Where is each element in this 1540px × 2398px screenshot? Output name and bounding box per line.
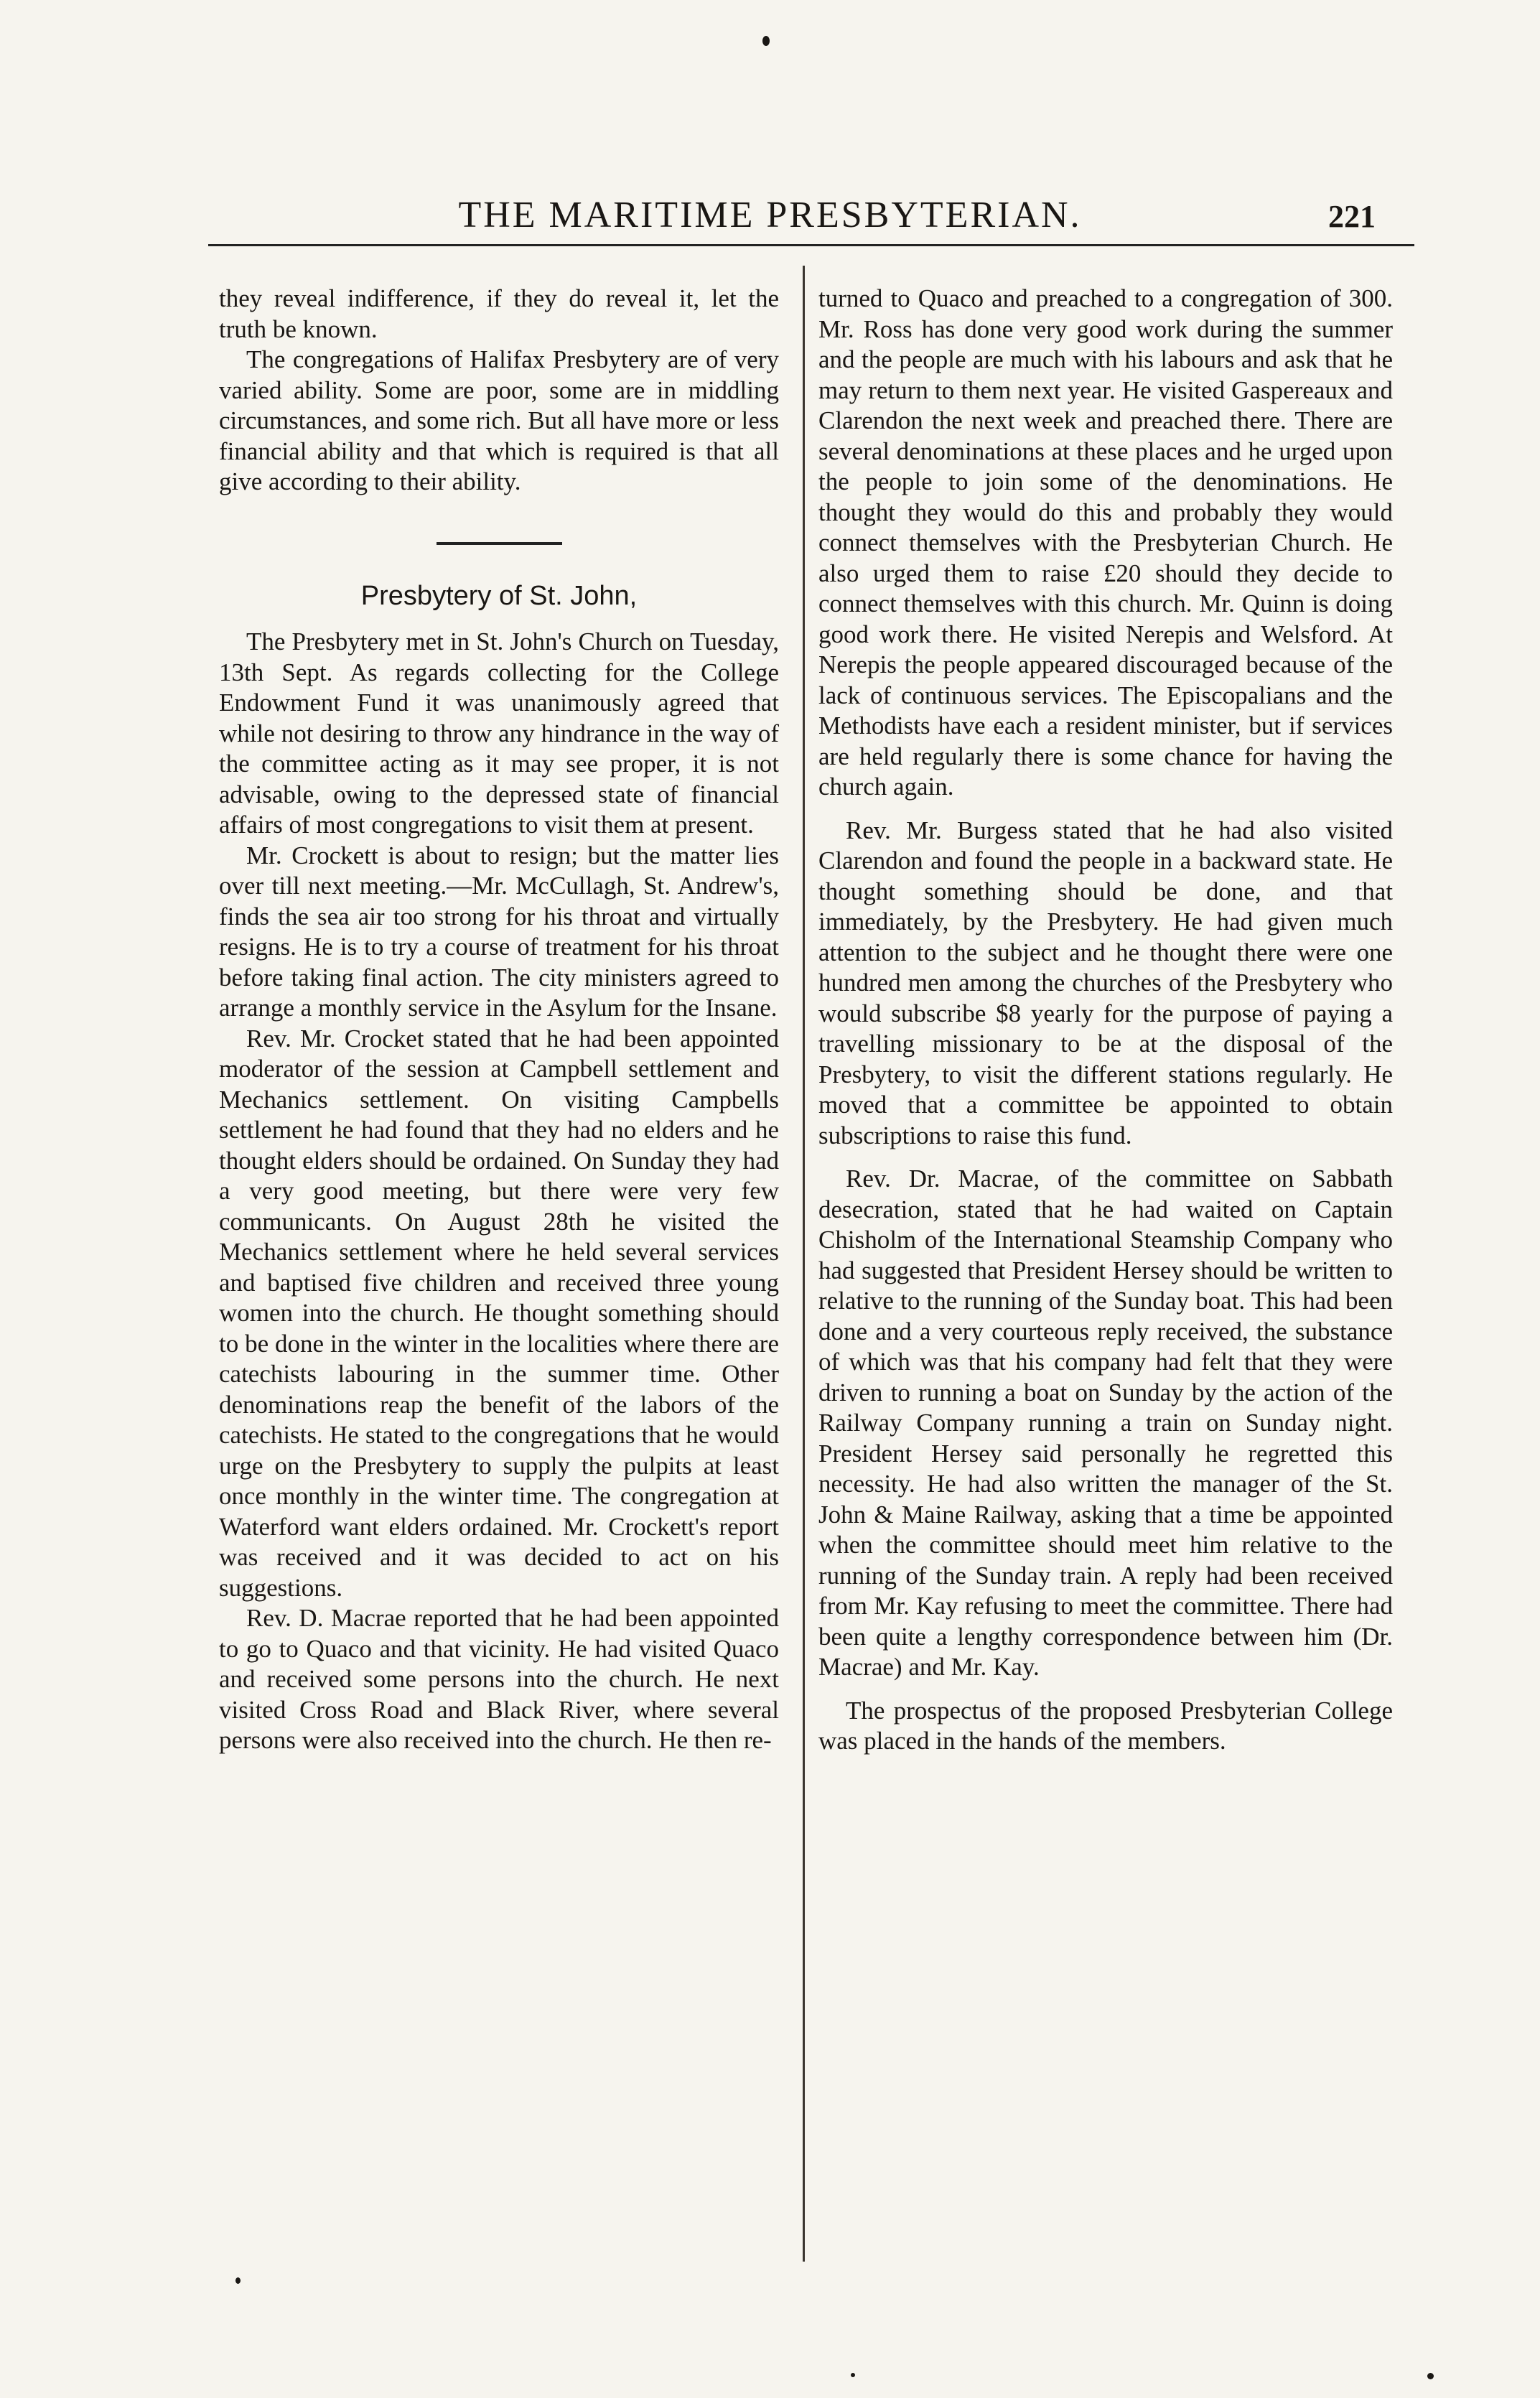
paragraph: Rev. Mr. Crocket stated that he had been appointed moderator of the session at Campbell settlement and Mechanics settlement. On visiting Campbells settlement he had found that they had no elders and he thought elders should be ordained. On Sunday they had a very good meeting, but there were very few communicants. On August 28th he visited the Mechanics settlement where he held several services and baptised five children and received three young women into the church. He thought something should to be done in the winter in the localities where there are catechists labouring in the summer time. Other denominations reap the benefit of the labors of the catechists. He stated to the congregations that he would urge on the Presbytery to supply the pulpits at least once monthly in the winter time. The congregation at Waterford want elders ordained. Mr. Crockett's report was received and it was decided to act on his suggestions.	[219, 1024, 779, 1602]
paragraph: Mr. Crockett is about to resign; but the matter lies over till next meeting.—Mr. McCullagh, St. Andrew's, finds the sea air too strong for his throat and virtually resigns. He is to try a course of treatment for his throat before taking final action. The city ministers agreed to arrange a monthly service in the Asylum for the Insane.	[219, 841, 779, 1022]
ink-speck	[1427, 2373, 1434, 2379]
paragraph: The prospectus of the proposed Presbyterian College was placed in the hands of the members.	[818, 1696, 1393, 1755]
ink-speck	[762, 36, 770, 46]
page-number: 221	[1328, 199, 1376, 234]
paragraph: turned to Quaco and preached to a congregation of 300. Mr. Ross has done very good work during the summer and the people are much with his labours and ask that he may return to them next year. He visited Gaspereaux and Clarendon the next week and preached there. There are several denominations at these places and he urged upon the people to join some of the denominations. He thought they would do this and probably they would connect themselves with the Presbyterian Church. He also urged them to raise £20 should they decide to connect themselves with this church. Mr. Quinn is doing good work there. He visited Nerepis and Welsford. At Nerepis the people appeared discouraged because of the lack of continuous services. The Episcopalians and the Methodists have each a resident minister, but if services are held regularly there is some chance for having the church again.	[818, 284, 1393, 801]
paragraph: The congregations of Halifax Presbytery are of very varied ability. Some are poor, some are in middling circumstances, and some rich. But all have more or less financial ability and that which is required is that all give according to their ability.	[219, 345, 779, 495]
paragraph: Rev. D. Macrae reported that he had been appointed to go to Quaco and that vicinity. He had visited Quaco and received some persons into the church. He next visited Cross Road and Black River, where several persons were also received into the church. He then re-	[219, 1604, 779, 1754]
paragraph: Rev. Mr. Burgess stated that he had also visited Clarendon and found the people in a backward state. He thought something should be done, and that immediately, by the Presbytery. He had given much attention to the subject and he thought there were one hundred men among the churches of the Presbytery who would subscribe $8 yearly for the purpose of paying a travelling missionary to be at the disposal of the Presbytery, to visit the different stations regularly. He moved that a committee be appointed to obtain subscriptions to raise this fund.	[818, 816, 1393, 1149]
paragraph: they reveal indifference, if they do reveal it, let the truth be known.	[219, 284, 779, 343]
left-column	[219, 284, 779, 1756]
ink-speck	[851, 2373, 855, 2377]
ink-speck	[235, 2277, 241, 2284]
paragraph: The Presbytery met in St. John's Church on Tuesday, 13th Sept. As regards collecting for the College Endowment Fund it was unanimously agreed that while not desiring to throw any hindrance in the way of the committee acting as it may see proper, it is not advisable, owing to the depressed state of financial affairs of most congregations to visit them at present.	[219, 628, 779, 839]
section-heading: Presbytery of St. John,	[360, 580, 638, 611]
header-rule	[208, 244, 1414, 246]
section-separator	[437, 542, 562, 545]
column-divider	[803, 266, 805, 2262]
paragraph: Rev. Dr. Macrae, of the committee on Sabbath desecration, stated that he had waited on Captain Chisholm of the International Steamship Company who had suggested that President Hersey should be written to relative to the running of the Sunday boat. This had been done and a very courteous reply received, the substance of which was that his company had felt that they were driven to running a boat on Sunday by the action of the Railway Company running a train on Sunday night. President Hersey said personally he regretted this necessity. He had also written the manager of the St. John & Maine Railway, asking that a time be appointed when the committee should meet him relative to the running of the Sunday train. A reply had been received from Mr. Kay refusing to meet the committee. There had been quite a lengthy correspondence between him (Dr. Macrae) and Mr. Kay.	[818, 1165, 1393, 1681]
page-header-title: THE MARITIME PRESBYTERIAN.	[458, 195, 1082, 235]
right-column	[818, 284, 1393, 1757]
